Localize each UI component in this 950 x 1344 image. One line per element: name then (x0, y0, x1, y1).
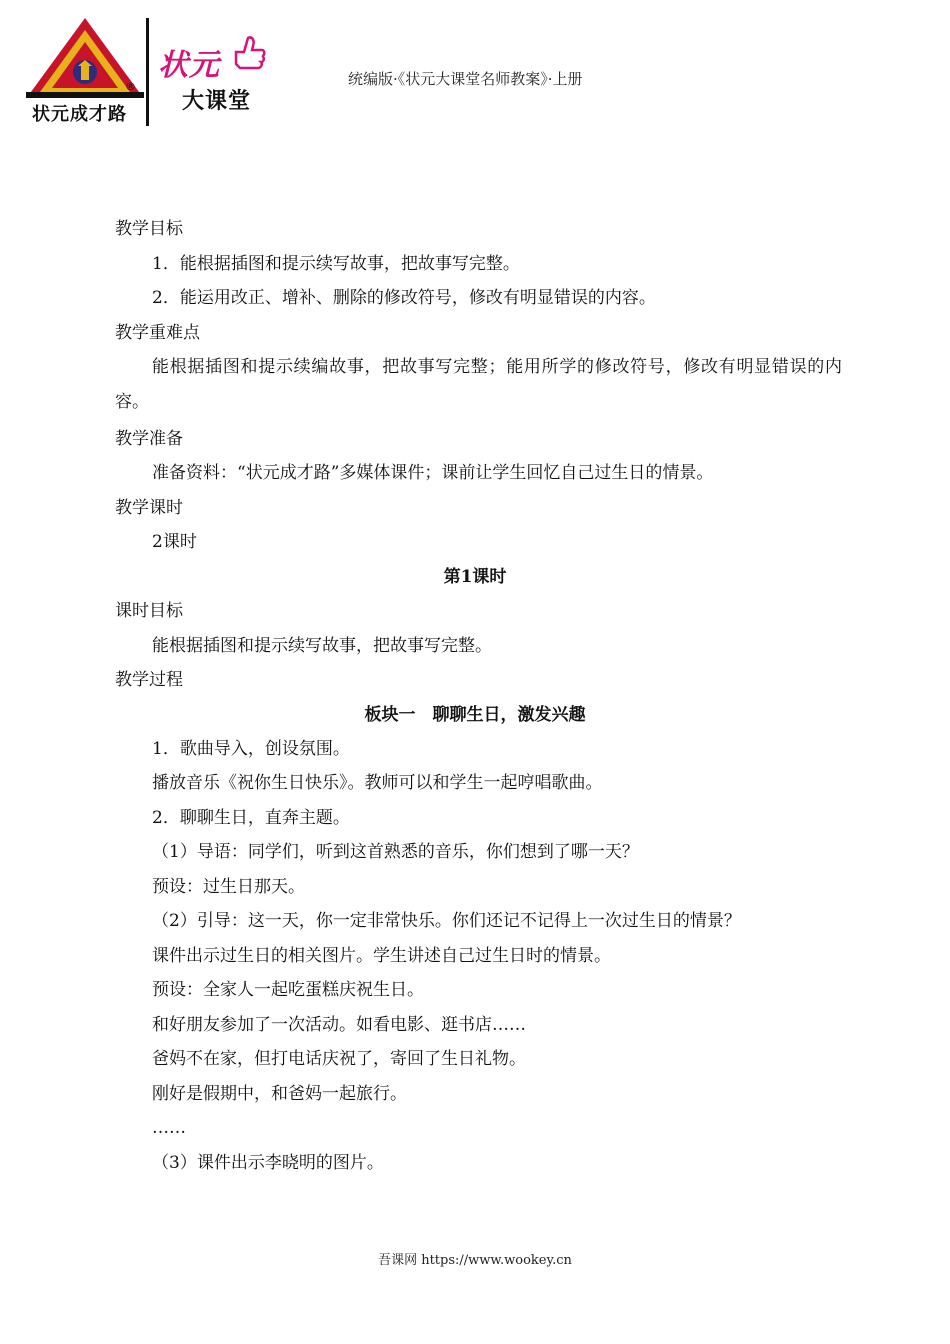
logo-text: 状元成才路 (32, 104, 127, 125)
thumbs-up-icon (230, 34, 266, 74)
paragraph: 课件出示过生日的相关图片。学生讲述自己过生日时的情景。 (152, 946, 611, 966)
section-heading-goals: 教学目标 (115, 219, 183, 239)
lesson-goal-text: 能根据插图和提示续写故事，把故事写完整。 (152, 636, 492, 656)
page-footer: 吾课网 https://www.wookey.cn (378, 1253, 572, 1268)
paragraph: （2）引导：这一天，你一定非常快乐。你们还记不记得上一次过生日的情景？ (152, 911, 741, 931)
brand-logo (158, 34, 278, 114)
header-title: 统编版·《状元大课堂名师教案》·上册 (348, 70, 583, 88)
paragraph: …… (152, 1118, 186, 1138)
goal-item-1: 1．能根据插图和提示续写故事，把故事写完整。 (152, 254, 520, 274)
paragraph: 刚好是假期中，和爸妈一起旅行。 (152, 1084, 407, 1104)
paragraph: （1）导语：同学们，听到这首熟悉的音乐，你们想到了哪一天？ (152, 842, 639, 862)
paragraph: 预设：过生日那天。 (152, 877, 305, 897)
hours-text: 2课时 (152, 532, 197, 552)
paragraph: 爸妈不在家，但打电话庆祝了，寄回了生日礼物。 (152, 1049, 526, 1069)
paragraph: 和好朋友参加了一次活动。如看电影、逛书店…… (152, 1015, 526, 1035)
key-points-text: 能根据插图和提示续编故事，把故事写完整；能用所学的修改符号，修改有明显错误的内容。 (115, 357, 842, 412)
goal-item-2: 2．能运用改正、增补、删除的修改符号，修改有明显错误的内容。 (152, 288, 656, 308)
section-heading-key-points: 教学重难点 (115, 323, 200, 343)
lesson-title: 第1课时 (443, 567, 507, 587)
paragraph: 2．聊聊生日，直奔主题。 (152, 808, 350, 828)
section-heading-hours: 教学课时 (115, 498, 183, 518)
section-heading-lesson-goal: 课时目标 (115, 601, 183, 621)
brand-bottom-text: 大课堂 (182, 89, 252, 114)
paragraph: 预设：全家人一起吃蛋糕庆祝生日。 (152, 980, 424, 1000)
page-header (0, 0, 950, 140)
paragraph: （3）课件出示李晓明的图片。 (152, 1153, 384, 1173)
registered-icon: ® (125, 80, 136, 93)
zhuangyuan-logo (26, 16, 144, 128)
brand-top-text: 状元 (158, 48, 220, 83)
paragraph: 播放音乐《祝你生日快乐》。教师可以和学生一起哼唱歌曲。 (152, 773, 603, 793)
section-heading-preparation: 教学准备 (115, 429, 183, 449)
section-heading-process: 教学过程 (115, 670, 183, 690)
preparation-text: 准备资料：“状元成才路”多媒体课件；课前让学生回忆自己过生日的情景。 (152, 463, 714, 483)
paragraph: 1．歌曲导入，创设氛围。 (152, 739, 350, 759)
header-divider (146, 18, 149, 126)
block-title: 板块一 聊聊生日，激发兴趣 (364, 705, 586, 725)
